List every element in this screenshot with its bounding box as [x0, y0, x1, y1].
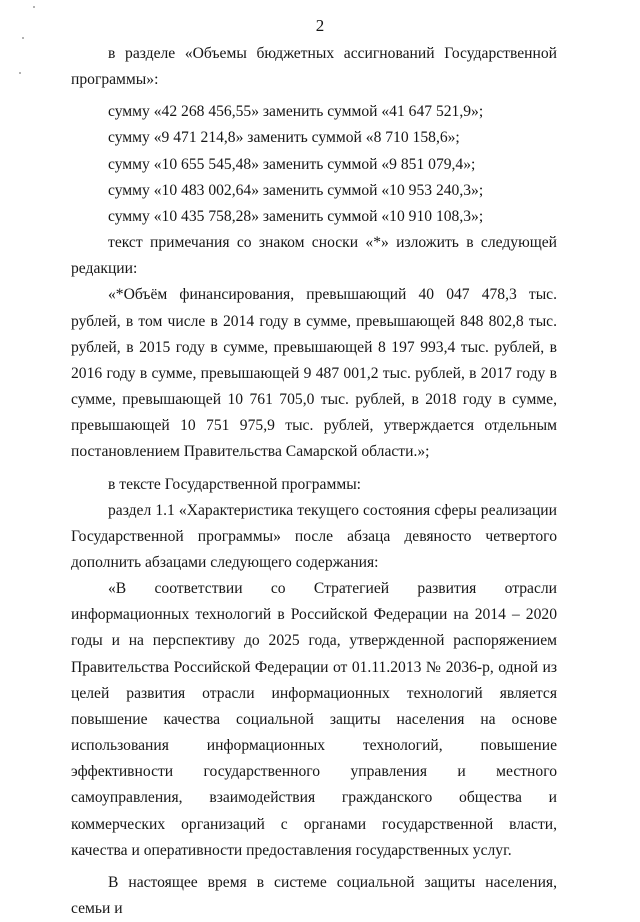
paragraph-current-state: В настоящее время в системе социальной защиты населения, семьи и	[71, 873, 557, 917]
amount-replacement-total: сумму «42 268 456,55» заменить суммой «41 647 521,9»;	[108, 103, 484, 121]
paragraph-section-1-1: раздел 1.1 «Характеристика текущего состояния сферы реализации Государственной программы» после абзаца девяносто четвертого дополнить абзацами следующего содержания:	[71, 501, 557, 571]
scan-speck	[33, 6, 35, 8]
page-number: 2	[315, 16, 325, 35]
scan-speck	[19, 72, 21, 74]
scan-speck	[22, 37, 24, 39]
paragraph-program-text: в тексте Государственной программы:	[108, 475, 362, 493]
amount-replacement-2015: сумму «10 655 545,48» заменить суммой «9 851 079,4»;	[108, 155, 476, 173]
paragraph-budget-section: в разделе «Объемы бюджетных ассигнований Государственной программы»:	[71, 45, 557, 89]
paragraph-footnote-text: «*Объём финансирования, превышающий 40 047 478,3 тыс. рублей, в том числе в 2014 году в сумме, превышающей 848 802,8 тыс. рублей, в 2015 году в сумме, превышающей 8 197 993,4 тыс. рублей, в 2016 году в сумме, превышающей 9 487 001,2 тыс. рублей, в 2017 году в сумме, превышающей 10 761 705,0 тыс. рублей, в 2018 году в сумме, превышающей 10 751 975,9 тыс. рублей, утверждается отдельным постановлением Правительства Самарской области.»;	[71, 286, 557, 461]
amount-replacement-2017: сумму «10 435 758,28» заменить суммой «10 910 108,3»;	[108, 207, 484, 225]
paragraph-footnote-instruction: текст примечания со знаком сноски «*» изложить в следующей редакции:	[71, 234, 557, 278]
document-body	[71, 41, 557, 922]
amount-replacement-2016: сумму «10 483 002,64» заменить суммой «10 953 240,3»;	[108, 181, 484, 199]
paragraph-strategy: «В соответствии со Стратегией развития отрасли информационных технологий в Российской Федерации на 2014 – 2020 годы и на перспективу до 2025 года, утвержденной распоряжением Правительства Российской Федерации от 01.11.2013 № 2036-р, одной из целей развития отрасли информационных технологий является повышение качества социальной защиты населения на основе использования информационных технологий, повышение эффективности государственного управления и местного самоуправления, взаимодействия гражданского общества и коммерческих организаций с органами государственной власти, качества и оперативности предоставления государственных услуг.	[71, 580, 557, 859]
amount-replacement-2014: сумму «9 471 214,8» заменить суммой «8 710 158,6»;	[108, 129, 460, 147]
